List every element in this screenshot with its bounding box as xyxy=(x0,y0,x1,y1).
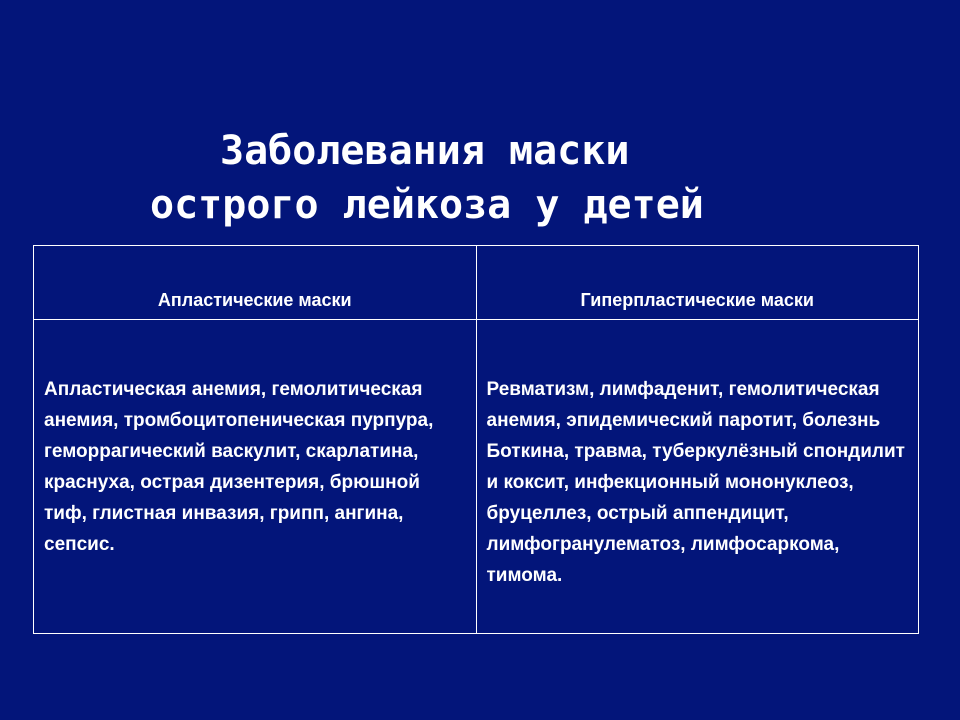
table-row xyxy=(34,320,919,634)
cell-aplastic-diseases: Апластическая анемия, гемолитическая анемия, тромбоцитопеническая пурпура, геморрагический васкулит, скарлатина, краснуха, острая дизентерия, брюшной тиф, глистная инвазия, грипп, ангина, сепсис. xyxy=(34,320,477,634)
table-header-row xyxy=(34,246,919,320)
slide-title xyxy=(0,124,960,232)
slide-title-line-2: острого лейкоза у детей xyxy=(150,182,704,228)
header-aplastic-masks: Апластические маски xyxy=(34,246,477,320)
masks-table xyxy=(33,245,919,634)
cell-hyperplastic-diseases: Ревматизм, лимфаденит, гемолитическая анемия, эпидемический паротит, болезнь Боткина, травма, туберкулёзный спондилит и коксит, инфекционный мононуклеоз, бруцеллез, острый аппендицит, лимфогранулематоз, лимфосаркома, тимома. xyxy=(476,320,919,634)
header-hyperplastic-masks: Гиперпластические маски xyxy=(476,246,919,320)
slide-title-line-1: Заболевания маски xyxy=(220,128,630,174)
